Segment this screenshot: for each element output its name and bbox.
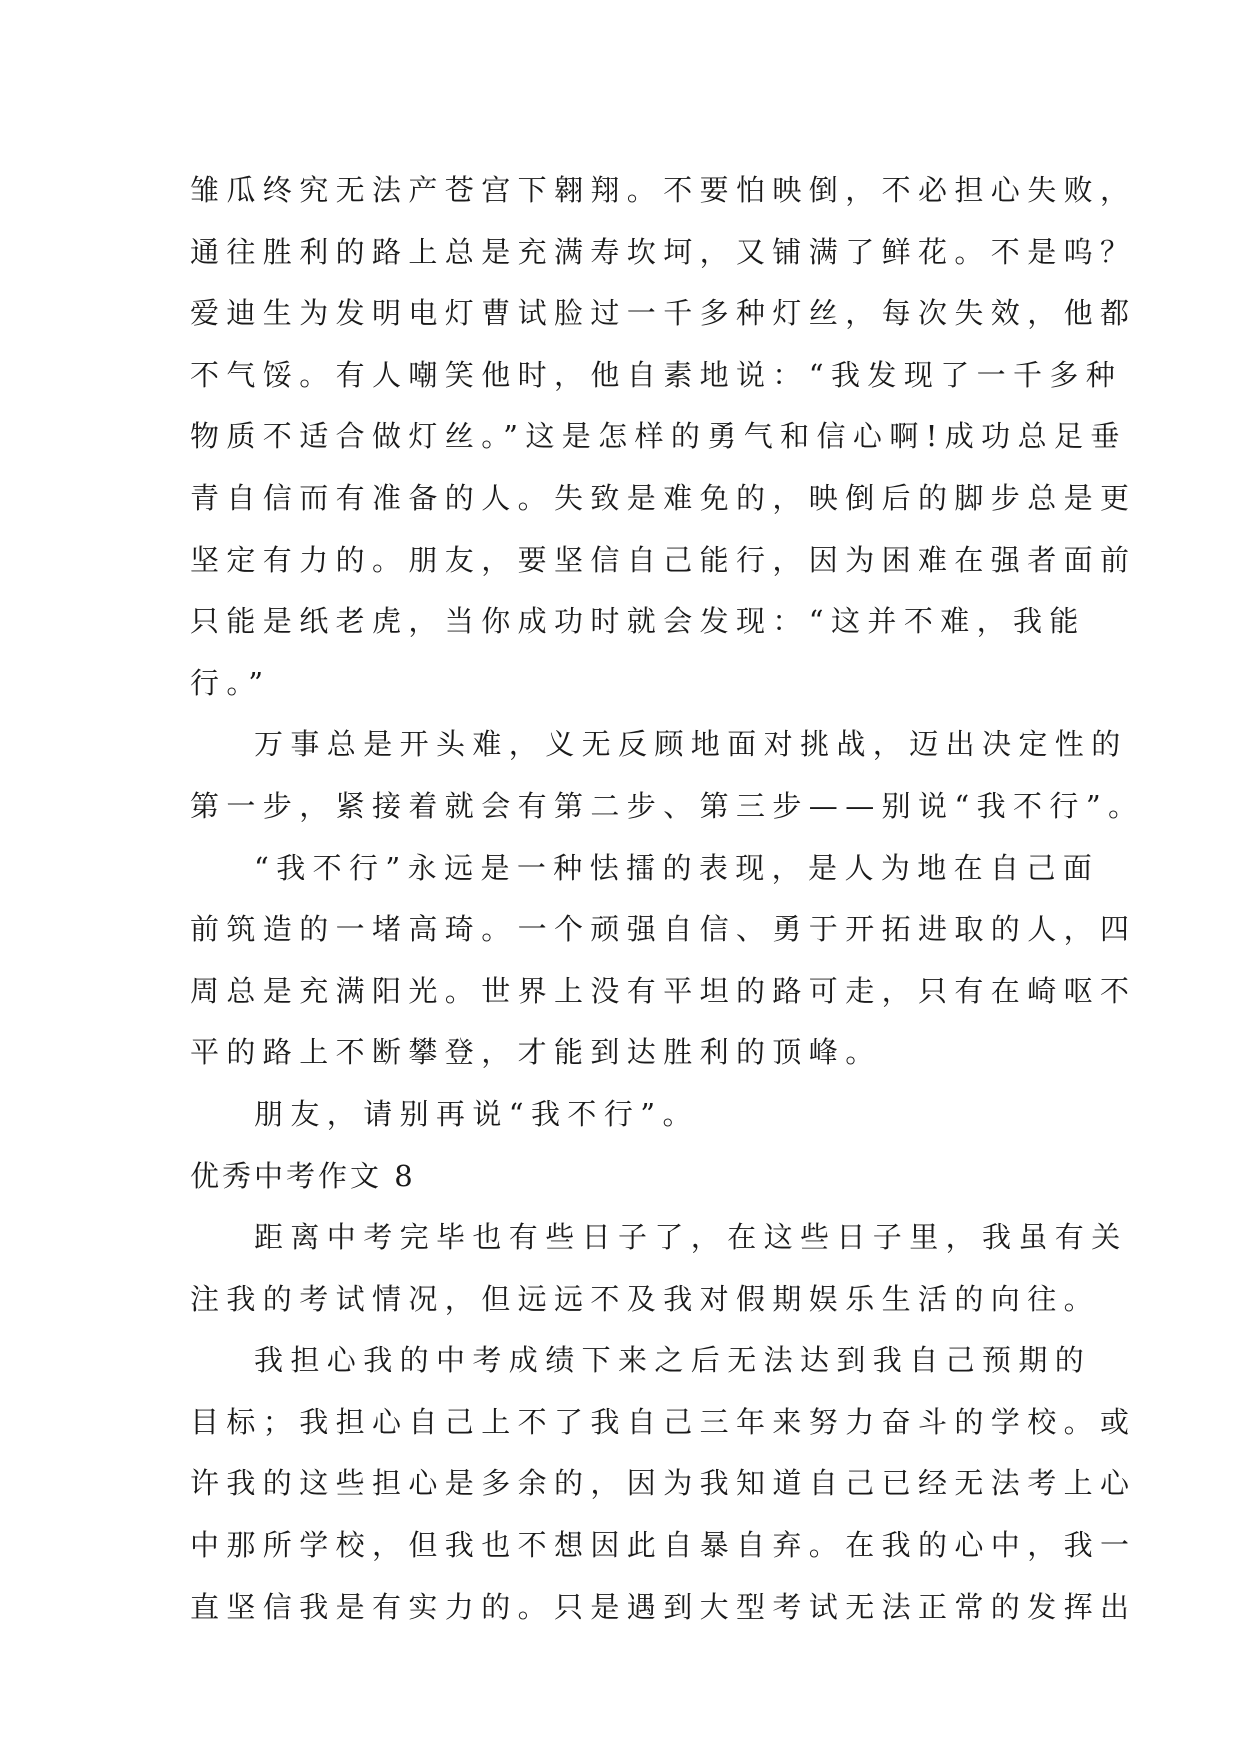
paragraph-start-line: “我不行”永远是一种怯擂的表现，是人为地在自己面 — [254, 850, 1100, 885]
text-line: 青自信而有准备的人。失致是难免的，映倒后的脚步总是更 — [190, 480, 1137, 515]
text-line: 直坚信我是有实力的。只是遇到大型考试无法正常的发挥出 — [190, 1589, 1137, 1624]
paragraph-start-line: 我担心我的中考成绩下来之后无法达到我自己预期的 — [254, 1343, 1092, 1378]
text-line: 第一步，紧接着就会有第二步、第三步——别说“我不行”。 — [190, 788, 1145, 823]
text-line: 许我的这些担心是多余的，因为我知道自己已经无法考上心 — [190, 1466, 1137, 1501]
paragraph-start-line: 距离中考完毕也有些日子了，在这些日子里，我虽有关 — [254, 1220, 1128, 1255]
text-line: 周总是充满阳光。世界上没有平坦的路可走，只有在崎呕不 — [190, 973, 1137, 1008]
text-line: 注我的考试情况，但远远不及我对假期娱乐生活的向往。 — [190, 1281, 1101, 1316]
paragraph-start-line: 朋友，请别再说“我不行”。 — [254, 1096, 699, 1131]
section-heading: 优秀中考作文 8 — [190, 1158, 416, 1193]
text-line: 平的路上不断攀登，才能到达胜利的顶峰。 — [190, 1035, 882, 1070]
text-line: 行。” — [190, 665, 271, 700]
text-line: 不气馁。有人嘲笑他时，他自素地说：“我发现了一千多种 — [190, 357, 1123, 392]
paragraph-start-line: 万事总是开头难，义无反顾地面对挑战，迈出决定性的 — [254, 727, 1128, 762]
essay-text — [190, 160, 1145, 1638]
text-line: 通往胜利的路上总是充满寿坎坷，又铺满了鲜花。不是呜？ — [190, 234, 1137, 269]
text-line: 只能是纸老虎，当你成功时就会发现：“这并不难，我能 — [190, 604, 1086, 639]
text-line: 前筑造的一堵高琦。一个顽强自信、勇于开拓进取的人，四 — [190, 912, 1137, 947]
text-line: 坚定有力的。朋友，要坚信自己能行，因为困难在强者面前 — [190, 542, 1137, 577]
text-line: 中那所学校，但我也不想因此自暴自弃。在我的心中，我一 — [190, 1528, 1137, 1563]
text-line: 物质不适合做灯丝。”这是怎样的勇气和信心啊!成功总足垂 — [190, 419, 1127, 454]
text-line: 爱迪生为发明电灯曹试脸过一千多种灯丝，每次失效，他都 — [190, 296, 1137, 331]
text-line: 目标；我担心自己上不了我自己三年来努力奋斗的学校。或 — [190, 1404, 1137, 1439]
text-line: 雏瓜终究无法产苍宫下翱翔。不要怕映倒，不必担心失败， — [190, 173, 1137, 207]
